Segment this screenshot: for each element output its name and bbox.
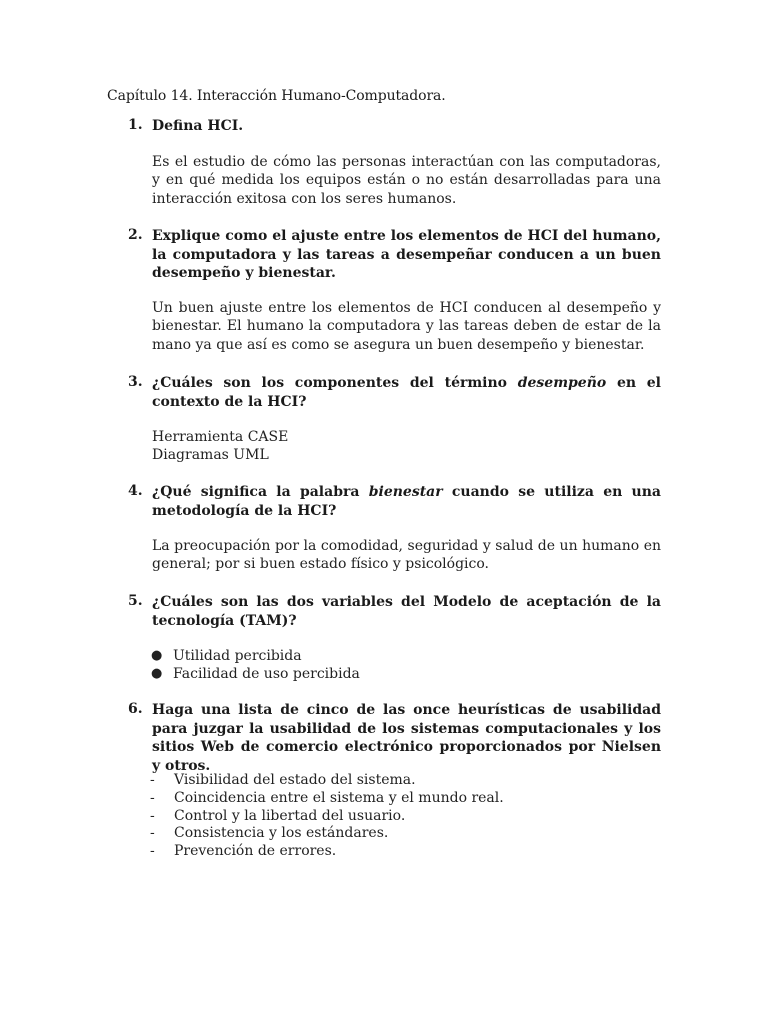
list-item	[150, 843, 336, 861]
bullet-item	[151, 665, 360, 683]
question-1-text: Defina HCI.	[152, 118, 244, 134]
bullet-item	[151, 647, 302, 665]
bullet-item-text: Facilidad de uso percibida	[173, 666, 360, 682]
question-1-number: 1.	[128, 117, 143, 133]
dash-icon: -	[150, 843, 155, 859]
question-3-number: 3.	[128, 374, 143, 390]
bullet-icon: ●	[151, 648, 163, 663]
answer-1-text: Es el estudio de cómo las personas interactúan con las computadoras, y en qué medida los equipos están o no están desarrolladas para una interacción exitosa con los seres humanos.	[152, 154, 661, 207]
question-4-text	[152, 483, 661, 520]
question-5-number: 5.	[128, 593, 143, 609]
question-4-emphasis: bienestar	[368, 484, 443, 500]
bullet-item-text: Utilidad percibida	[173, 648, 302, 664]
question-3-text-start: ¿Cuáles son los componentes del término	[152, 375, 518, 391]
list-item	[150, 790, 504, 808]
question-2-text: Explique como el ajuste entre los elementos de HCI del humano, la computadora y las tareas a desempeñar conducen a un buen desempeño y bienestar.	[152, 228, 661, 281]
question-3-text-end: en el contexto de la HCI?	[152, 375, 661, 410]
answer-3-line: Herramienta CASE	[152, 429, 289, 445]
list-item-text: Visibilidad del estado del sistema.	[174, 772, 416, 788]
question-4-number: 4.	[128, 483, 143, 499]
dash-icon: -	[150, 808, 155, 824]
list-item	[150, 808, 405, 826]
chapter-title: Capítulo 14. Interacción Humano-Computadora.	[107, 88, 446, 104]
bullet-icon: ●	[151, 666, 163, 681]
list-item	[150, 772, 416, 790]
question-4-text-end: cuando se utiliza en una metodología de la HCI?	[152, 484, 661, 519]
question-3-emphasis: desempeño	[517, 375, 607, 391]
dash-icon: -	[150, 790, 155, 806]
question-3-text	[152, 374, 661, 411]
dash-icon: -	[150, 825, 155, 841]
question-6-text: Haga una lista de cinco de las once heurísticas de usabilidad para juzgar la usabilidad de los sistemas computacionales y los sitios Web de comercio electrónico proporcionados por Nielsen y otros.	[152, 702, 661, 774]
question-4-text-start: ¿Qué significa la palabra	[152, 484, 369, 500]
question-2-number: 2.	[128, 227, 143, 243]
list-item-text: Coincidencia entre el sistema y el mundo real.	[174, 790, 504, 806]
dash-icon: -	[150, 772, 155, 788]
list-item-text: Prevención de errores.	[174, 843, 337, 859]
list-item	[150, 825, 388, 843]
list-item-text: Control y la libertad del usuario.	[174, 808, 406, 824]
answer-3-line: Diagramas UML	[152, 447, 269, 463]
answer-2-text: Un buen ajuste entre los elementos de HCI conducen al desempeño y bienestar. El humano la computadora y las tareas deben de estar de la mano ya que así es como se asegura un buen desempeño y bienestar.	[152, 300, 661, 353]
question-5-text: ¿Cuáles son las dos variables del Modelo de aceptación de la tecnología (TAM)?	[152, 594, 661, 629]
answer-4-text: La preocupación por la comodidad, seguridad y salud de un humano en general; por si buen estado físico y psicológico.	[152, 538, 661, 573]
question-6-number: 6.	[128, 701, 143, 717]
list-item-text: Consistencia y los estándares.	[174, 825, 389, 841]
